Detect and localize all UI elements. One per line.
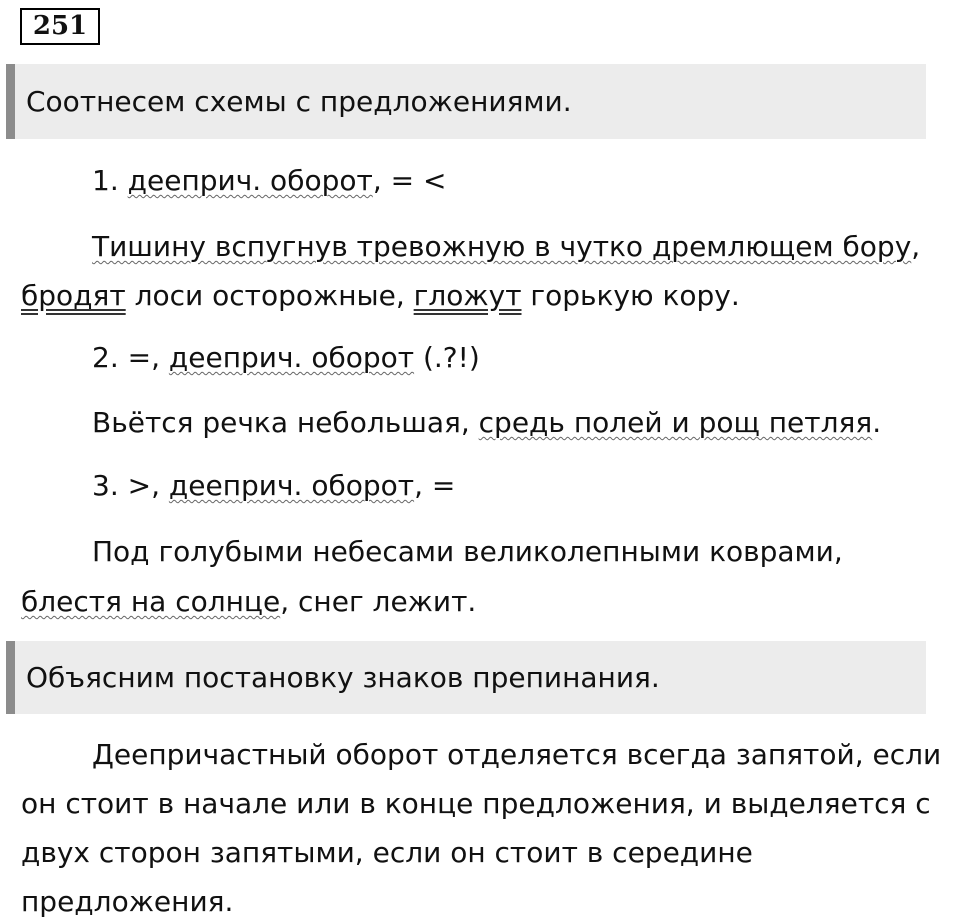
participle-phrase-term: дееприч. оборот <box>168 469 415 502</box>
scheme-1: 1. дееприч. оборот, = < <box>92 164 447 197</box>
section-heading-match <box>6 64 926 139</box>
explanation-line-2: он стоит в начале или в конце предложения, и выделяется с <box>21 787 931 820</box>
sentence-2: Вьётся речка небольшая, средь полей и рощ петляя. <box>92 406 882 439</box>
participle-phrase: блестя на солнце <box>21 585 281 618</box>
sentence-3-line-2: блестя на солнце, снег лежит. <box>21 585 477 618</box>
scheme-3: 3. >, дееприч. оборот, = <box>92 469 456 502</box>
explanation-line-1: Деепричастный оборот отделяется всегда запятой, если <box>92 738 942 771</box>
scheme-2: 2. =, дееприч. оборот (.?!) <box>92 341 480 374</box>
explanation-line-3: двух сторон запятыми, если он стоит в середине <box>21 836 753 869</box>
predicate: гложут <box>413 279 522 312</box>
section-heading-text: Соотнесем схемы с предложениями. <box>26 85 572 118</box>
participle-phrase: средь полей и рощ петляя <box>478 406 873 439</box>
section-heading-explain <box>6 641 926 714</box>
section-heading-text: Объясним постановку знаков препинания. <box>26 661 660 694</box>
exercise-number: 251 <box>20 8 100 45</box>
sentence-3-line-1: Под голубыми небесами великолепными коврами, <box>92 535 843 568</box>
participle-phrase: Тишину вспугнув тревожную в чутко дремлющем бору <box>92 230 912 263</box>
participle-phrase-term: дееприч. оборот <box>127 164 373 197</box>
sentence-1-line-1: Тишину вспугнув тревожную в чутко дремлющем бору, <box>92 230 921 263</box>
sentence-1-line-2: бродят лоси осторожные, гложут горькую кору. <box>21 279 740 312</box>
explanation-line-4: предложения. <box>21 885 234 918</box>
predicate: бродят <box>21 279 126 312</box>
participle-phrase-term: дееприч. оборот <box>168 341 415 374</box>
